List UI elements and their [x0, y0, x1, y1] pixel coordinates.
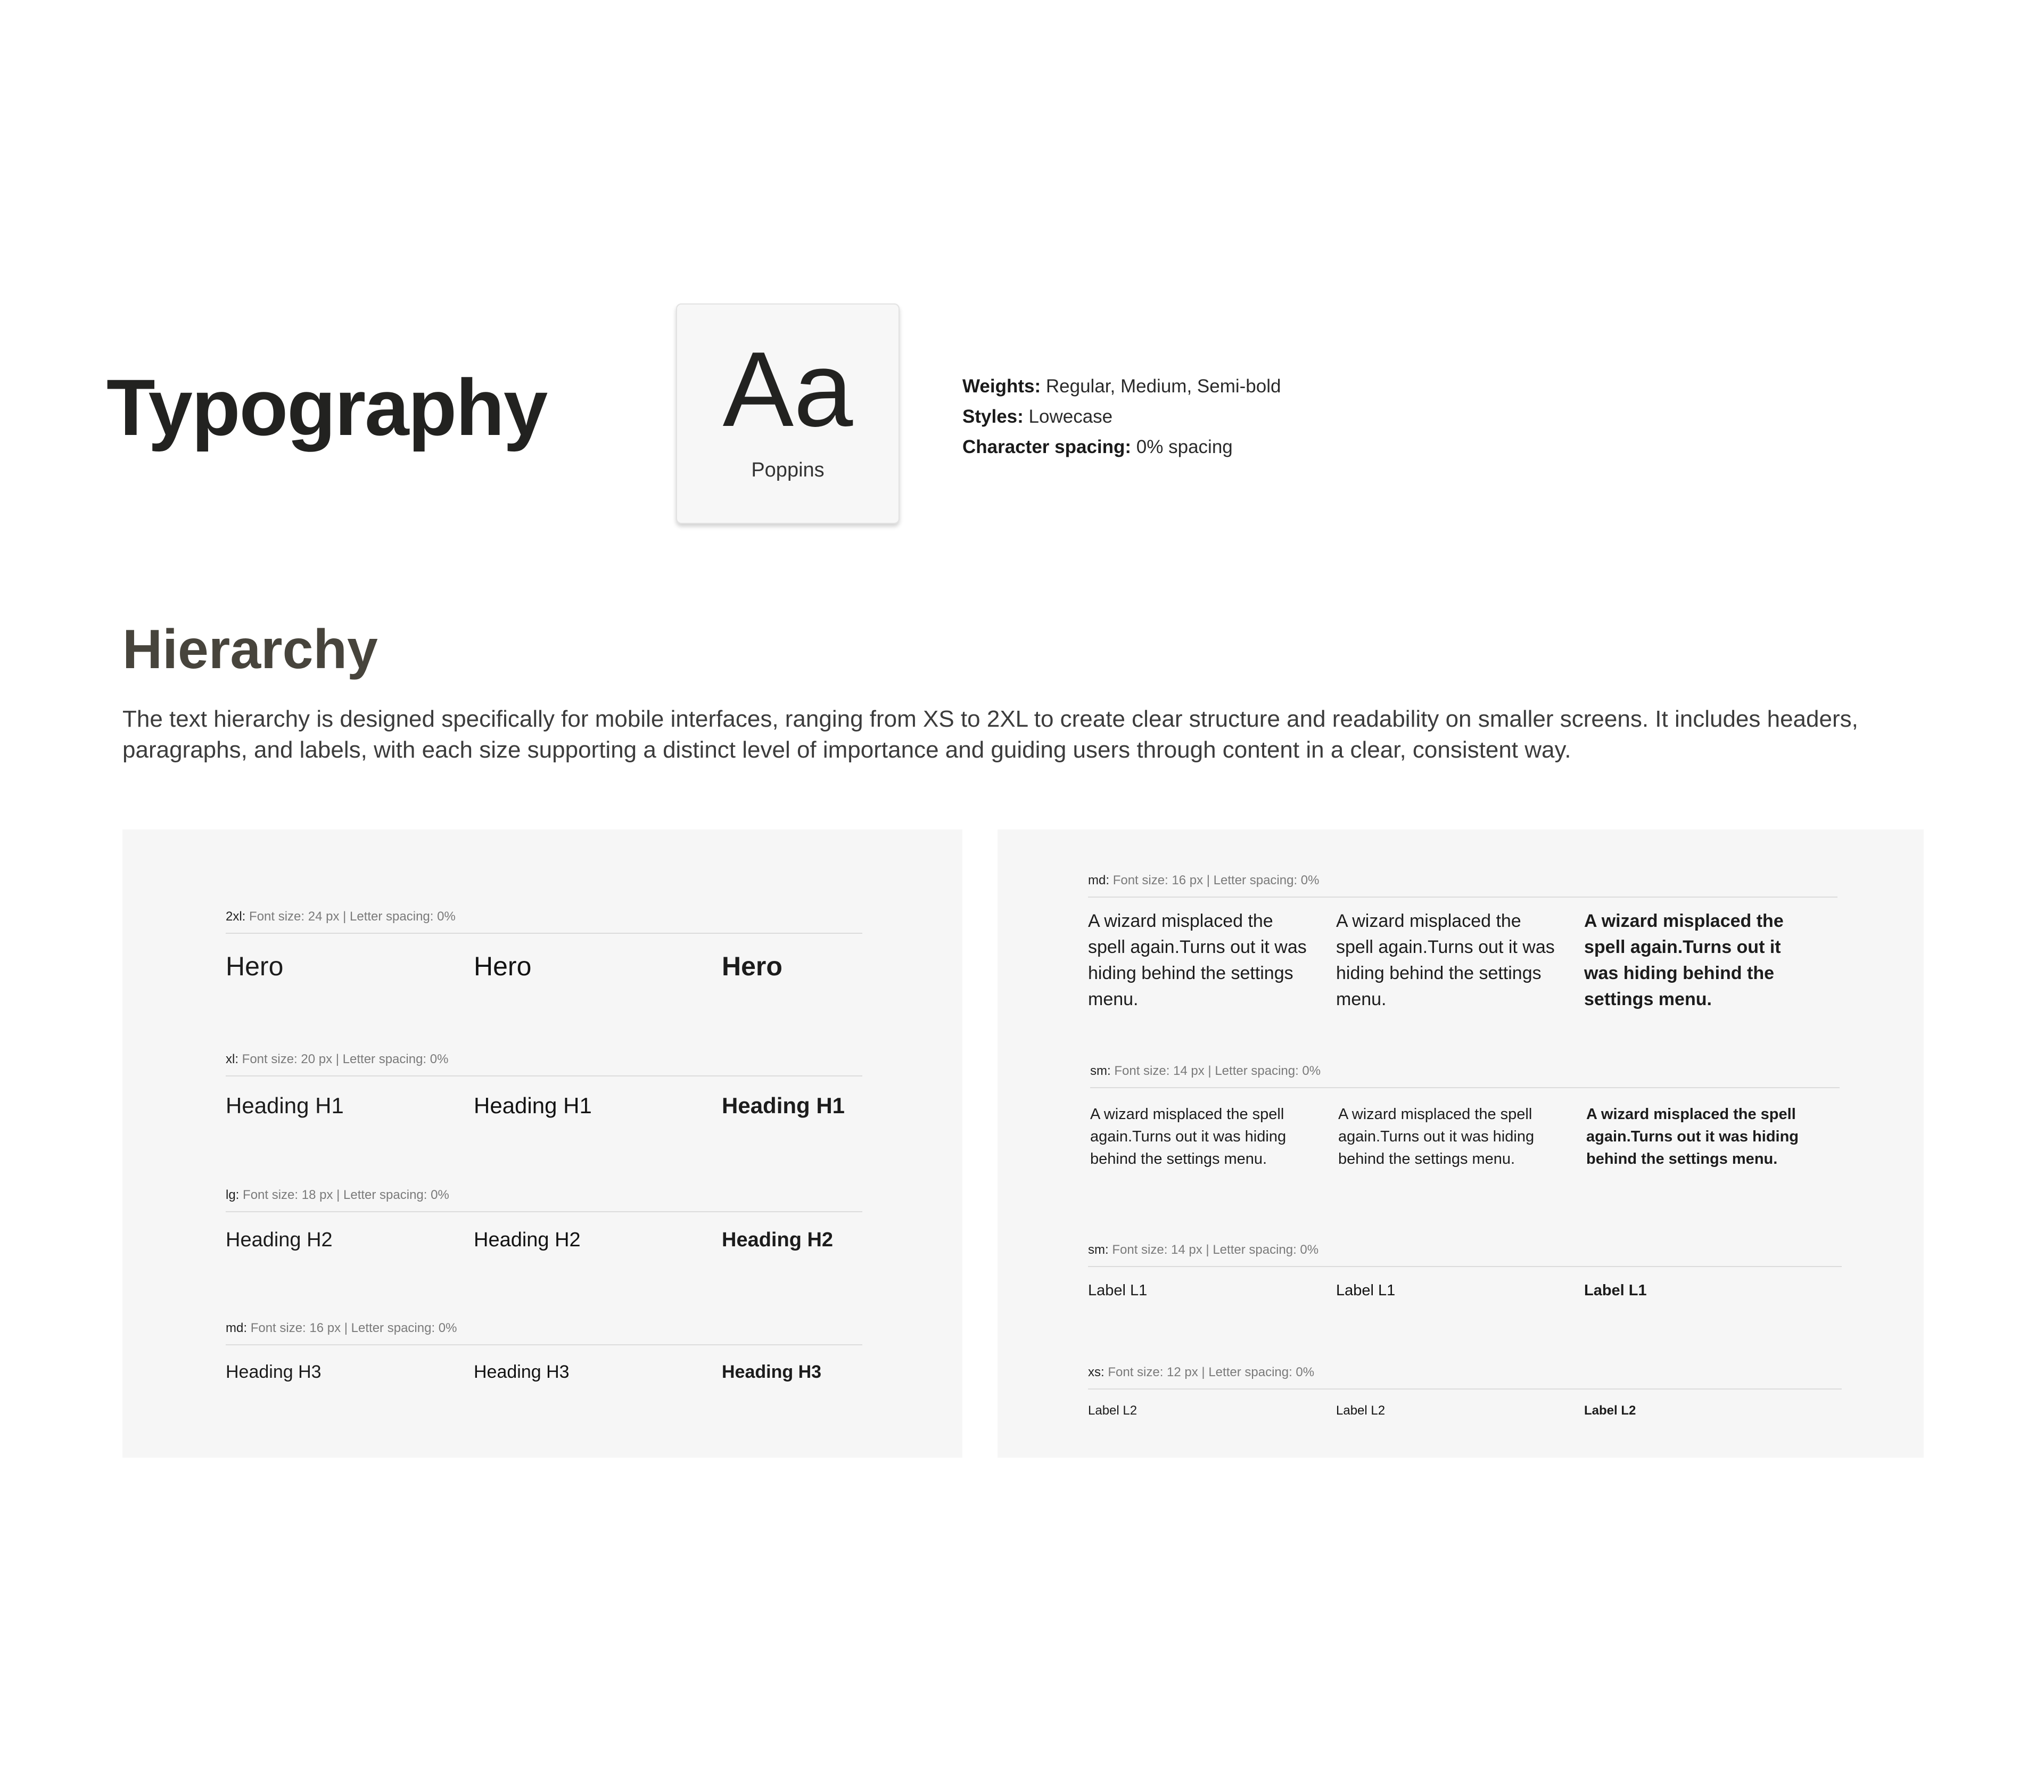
meta-spacing	[962, 436, 1233, 458]
sample-h1-regular: Heading H1	[226, 1093, 344, 1118]
spec-text: Font size: 20 px | Letter spacing: 0%	[242, 1052, 449, 1066]
sample-h1-semibold: Heading H1	[722, 1093, 845, 1118]
spec-label-md	[1088, 874, 1319, 887]
specimen-glyph: Aa	[722, 330, 853, 449]
headings-panel	[122, 829, 962, 1458]
label-l2-regular: Label L2	[1088, 1403, 1138, 1418]
spec-key: md:	[226, 1321, 248, 1335]
body-labels-panel	[998, 829, 1924, 1458]
paragraph-sm-semibold: A wizard misplaced the spell again.Turns out it was hiding behind the settings menu.	[1586, 1106, 1799, 1168]
spec-text: Font size: 18 px | Letter spacing: 0%	[243, 1188, 449, 1202]
meta-styles	[962, 406, 1112, 428]
divider	[1088, 897, 1837, 898]
sample-h3-regular: Heading H3	[226, 1362, 322, 1382]
spec-key: xs:	[1088, 1365, 1105, 1379]
meta-weights	[962, 375, 1281, 398]
meta-styles-value: Lowecase	[1028, 406, 1113, 427]
label-l1-semibold: Label L1	[1584, 1282, 1647, 1299]
spec-label-sm-label	[1088, 1244, 1318, 1256]
label-l1-regular: Label L1	[1088, 1282, 1148, 1299]
divider	[226, 933, 862, 934]
sample-h3-medium: Heading H3	[474, 1362, 570, 1382]
label-l1-medium: Label L1	[1336, 1282, 1396, 1299]
sample-hero-medium: Hero	[474, 951, 532, 981]
paragraph-md-semibold: A wizard misplaced the spell again.Turns out it was hiding behind the settings menu.	[1584, 911, 1784, 1009]
spec-text: Font size: 12 px | Letter spacing: 0%	[1108, 1365, 1315, 1379]
divider	[1090, 1087, 1840, 1088]
sample-h2-medium: Heading H2	[474, 1229, 581, 1251]
spec-label-xs	[1088, 1366, 1314, 1379]
spec-text: Font size: 14 px | Letter spacing: 0%	[1114, 1064, 1321, 1078]
spec-key: 2xl:	[226, 909, 246, 924]
spec-text: Font size: 14 px | Letter spacing: 0%	[1112, 1243, 1319, 1257]
page-title: Typography	[106, 363, 547, 452]
divider	[1088, 1266, 1842, 1267]
sample-h2-regular: Heading H2	[226, 1229, 333, 1251]
divider	[1088, 1388, 1842, 1390]
spec-key: sm:	[1088, 1243, 1109, 1257]
sample-h2-semibold: Heading H2	[722, 1229, 834, 1251]
font-specimen-card	[676, 303, 900, 524]
spec-label-sm	[1090, 1065, 1321, 1078]
divider	[226, 1075, 862, 1076]
spec-label-xl	[226, 1053, 448, 1066]
spec-text: Font size: 16 px | Letter spacing: 0%	[250, 1321, 457, 1335]
spec-text: Font size: 16 px | Letter spacing: 0%	[1112, 873, 1320, 887]
meta-weights-value: Regular, Medium, Semi-bold	[1045, 376, 1281, 397]
spec-label-md	[226, 1322, 457, 1335]
divider	[226, 1344, 862, 1345]
label-l2-medium: Label L2	[1336, 1403, 1386, 1418]
spec-label-2xl	[226, 910, 456, 923]
spec-text: Font size: 24 px | Letter spacing: 0%	[249, 909, 456, 924]
paragraph-sm-medium: A wizard misplaced the spell again.Turns out it was hiding behind the settings menu.	[1338, 1106, 1535, 1168]
specimen-font-name: Poppins	[751, 459, 825, 481]
paragraph-sm-regular: A wizard misplaced the spell again.Turns out it was hiding behind the settings menu.	[1090, 1106, 1287, 1168]
divider	[226, 1211, 862, 1212]
spec-key: lg:	[226, 1188, 240, 1202]
spec-key: sm:	[1090, 1064, 1111, 1078]
meta-spacing-value: 0% spacing	[1136, 437, 1233, 457]
spec-key: md:	[1088, 873, 1110, 887]
label-l2-semibold: Label L2	[1584, 1403, 1636, 1418]
spec-label-lg	[226, 1189, 449, 1202]
paragraph-md-regular: A wizard misplaced the spell again.Turns out it was hiding behind the settings menu.	[1088, 911, 1307, 1009]
section-title: Hierarchy	[122, 619, 378, 680]
meta-styles-label: Styles:	[962, 406, 1024, 427]
spec-key: xl:	[226, 1052, 238, 1066]
section-description: The text hierarchy is designed specifically for mobile interfaces, ranging from XS to 2XL to create clear structure and readability on smaller screens. It includes headers, paragraphs, and labels, with each size supporting a distinct level of importance and guiding users through content in a clear, consistent way.	[122, 706, 1858, 763]
meta-spacing-label: Character spacing:	[962, 437, 1132, 457]
paragraph-md-medium: A wizard misplaced the spell again.Turns out it was hiding behind the settings menu.	[1336, 911, 1555, 1009]
sample-h1-medium: Heading H1	[474, 1093, 592, 1118]
meta-weights-label: Weights:	[962, 376, 1041, 397]
sample-hero-regular: Hero	[226, 951, 284, 981]
sample-h3-semibold: Heading H3	[722, 1362, 822, 1382]
sample-hero-semibold: Hero	[722, 951, 782, 981]
